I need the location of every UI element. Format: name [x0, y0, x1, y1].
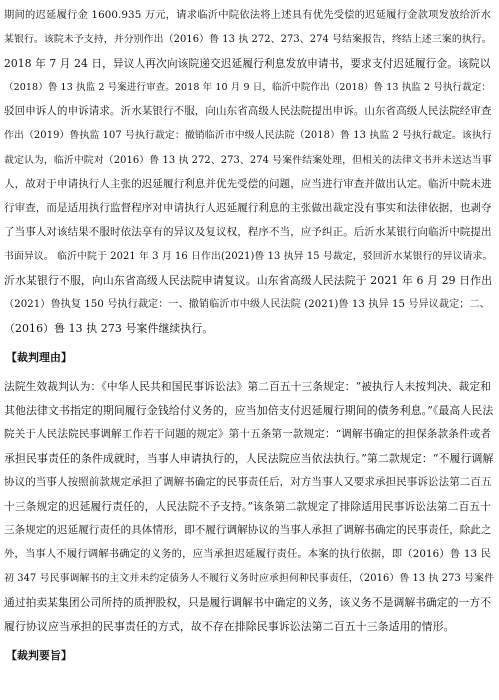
paragraph-line: 法院生效裁判认为：《中华人民共和国民事诉讼法》第二百五十三条规定：“被执行人未按判决、裁定和	[4, 380, 491, 393]
paragraph-line: 书面异议。 临沂中院于 2021 年 3 月 16 日作出(2021)鲁 13 执异 15 号裁定，驳回沂水某银行的异议请求。	[4, 251, 493, 262]
paragraph-line: （2021）鲁执复 150 号执行裁定：一、撤销临沂市中级人民法院 (2021)鲁 13 执异 15 号异议裁定；二、	[4, 299, 490, 310]
paragraph-line: 人，故对于申请执行人主张的迟延履行利息并优先受偿的问题，应当进行审查并做出认定。临沂中院未进	[4, 178, 492, 190]
paragraph-line: 承担民事责任的条件成就时，当事人申请执行的，人民法院应当依法执行。”第二款规定：“不履行调解	[4, 452, 494, 465]
paragraph-line: 期间的迟延履行金 1600.935 万元，请求临沂中院依法将上述具有优先受偿的迟延履行金款项发放给沂水	[4, 9, 491, 21]
paragraph-line: 初 347 号民事调解书的主文并未约定债务人不履行义务时应承担何种民事责任，（2016）鲁 13 执 273 号案件	[4, 573, 495, 584]
paragraph-line: 了当事人对该结果不服时依法享有的异议及复议权，程序不当，应予纠正。后沂水某银行向临沂中院提出	[4, 226, 492, 238]
paragraph-line: 三条规定的迟延履行责任的具体情形，即不履行调解协议的当事人承担了调解书确定的民事责任，除此之	[4, 524, 492, 536]
paragraph-line: 沂水某银行不服，向山东省高级人民法院申请复议。山东省高级人民法院于 2021 年 6 月 29 日作出	[4, 274, 493, 287]
paragraph-line: 十三条规定的迟延履行责任的，人民法院不予支持。”该条第二款规定了排除适用民事诉讼法第二百五十	[4, 500, 491, 513]
paragraph-line: 院关于人民法院民事调解工作若干问题的规定》第十五条第一款规定：“调解书确定的担保条款条件或者	[4, 428, 491, 440]
paragraph-line: （2018）鲁 13 执监 2 号案进行审查。2018 年 10 月 9 日，临沂中院作出（2018）鲁 13 执监 2 号执行裁定：	[4, 82, 491, 93]
paragraph-line: 驳回申诉人的申诉请求。沂水某银行不服，向山东省高级人民法院提出申诉。山东省高级人民法院经审查	[4, 105, 492, 117]
paragraph-line: 其他法律文书指定的期间履行金钱给付义务的，应当加倍支付迟延履行期间的债务利息。”《最高人民法	[4, 404, 494, 417]
section-heading-reasons: 【裁判理由】	[6, 351, 72, 364]
paragraph-line: 作出（2019）鲁执监 107 号执行裁定：撤销临沂市中级人民法院（2018）鲁 13 执监 2 号执行裁定。该执行	[4, 130, 492, 141]
paragraph-line: 协议的当事人按照前款规定承担了调解书确定的民事责任后，对方当事人又要求承担民事诉讼法第二百五	[4, 476, 492, 488]
section-heading-gist: 【裁判要旨】	[6, 649, 72, 662]
paragraph-line: 外，当事人不履行调解书确定的义务的，应当承担迟延履行责任。本案的执行依据，即（2016）鲁 13 民	[4, 548, 491, 560]
paragraph-line: 通过拍卖某集团公司所持的质押股权，只是履行调解书中确定的义务，该义务不是调解书确定的一方不	[4, 596, 491, 609]
paragraph-line: （2016）鲁 13 执 273 号案件继续执行。	[4, 322, 214, 335]
paragraph-line: 2018 年 7 月 24 日，异议人再次向该院递交迟延履行利息发放申请书，要求支付迟延履行金。该院以	[4, 57, 491, 70]
paragraph-line: 裁定认为，临沂中院对（2016）鲁 13 执 272、273、274 号案件结案处理，但相关的法律文书并未送达当事	[4, 155, 492, 166]
paragraph-line: 履行协议应当承担的民事责任的方式，故不存在排除民事诉讼法第二百五十三条适用的情形。	[4, 620, 455, 633]
paragraph-line: 行审查，而是适用执行监督程序对申请执行人迟延履行利息的主张做出裁定没有事实和法律依据，也剥夺	[4, 202, 492, 214]
paragraph-line: 某银行。该院未予支持，并分别作出（2016）鲁 13 执 272、273、274 号结案报告，终结上述三案的执行。	[4, 34, 492, 45]
